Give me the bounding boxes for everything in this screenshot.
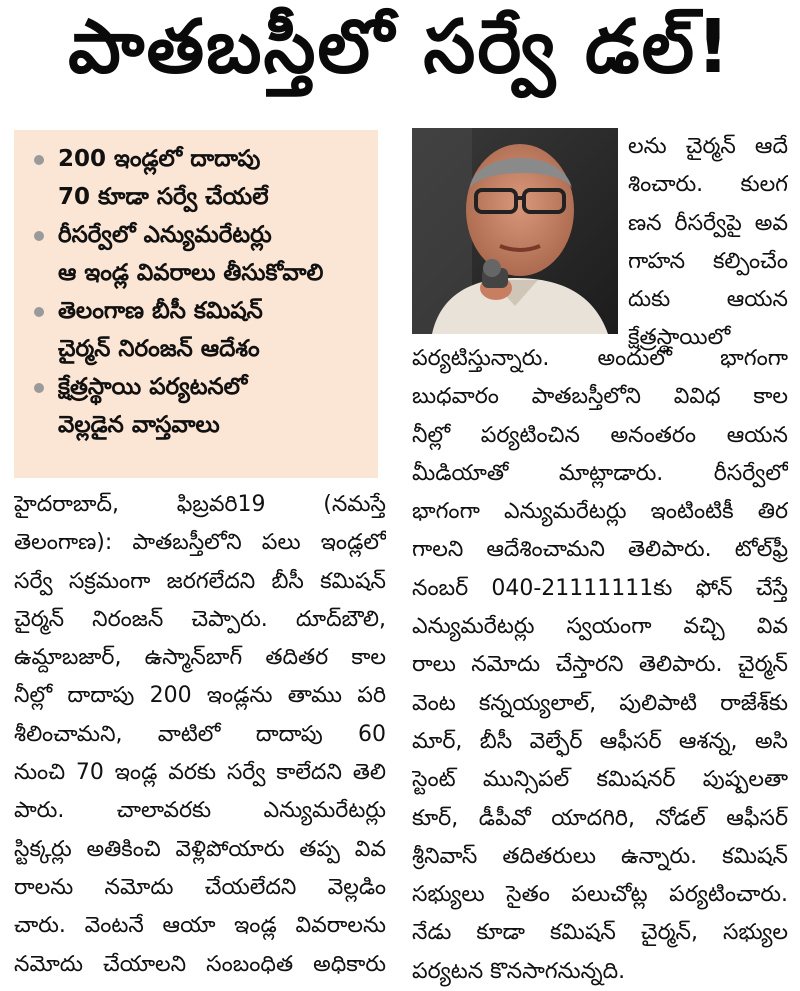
text-line: నంబర్‌ 040-21111111కు ఫోన్‌ చేస్తే [412, 575, 788, 601]
text-line: మీడియాతో మాట్లాడారు. రీసర్వేలో [412, 460, 788, 486]
article-right-column [412, 340, 788, 991]
bullet-icon [34, 307, 44, 317]
highlights-box [14, 130, 378, 478]
text-line: తెలంగాణ): పాతబస్తీలోని పలు ఇండ్లలో [14, 530, 386, 556]
text-line: వెంట కన్నయ్యలాల్‌, పులిపాటి రాజేశ్‌కు [412, 690, 788, 716]
text-line: లను చైర్మన్‌ ఆదే [628, 134, 788, 159]
text-line: పర్యటన కొనసాగనున్నది. [412, 958, 626, 984]
text-line: నేడు కూడా కమిషన్‌ చైర్మన్‌, సభ్యుల [412, 920, 788, 946]
text-line: సభ్యులు సైతం పలుచోట్ల పర్యటించారు. [412, 882, 788, 908]
text-line: బుధవారం పాతబస్తీలోని వివిధ కాల [412, 384, 788, 410]
text-line: శ్రీనివాస్‌ తదితరులు ఉన్నారు. కమిషన్‌ [412, 843, 788, 869]
bullet-icon [34, 383, 44, 393]
text-line: పర్యటిస్తున్నారు. అందులో భాగంగా [412, 346, 788, 371]
bullet-icon [34, 155, 44, 165]
text-line: భాగంగా ఎన్యుమరేటర్లు ఇంటింటికీ తిర [412, 499, 788, 525]
text-line: నీల్లో పర్యటించిన అనంతరం ఆయన [412, 422, 788, 448]
text-line: చైర్మన్‌ నిరంజన్‌ చెప్పారు. దూద్‌బౌలి, [14, 606, 386, 632]
article-left-column [14, 486, 386, 984]
text-line: చారు. వెంటనే ఆయా ఇండ్ల వివరాలను [14, 913, 386, 939]
highlight-item [30, 368, 366, 444]
bullet-icon [34, 231, 44, 241]
text-line: క్షేత్రస్థాయిలో [628, 325, 731, 351]
text-line: నమోదు చేయాలని సంబంధిత అధికారు [14, 951, 386, 977]
text-line: నుంచి 70 ఇండ్ల వరకు సర్వే కాలేదని తెలి [14, 760, 386, 786]
highlight-item [30, 140, 366, 216]
highlight-item [30, 292, 366, 368]
text-line: మార్‌, బీసీ వెల్ఫేర్‌ ఆఫీసర్‌ ఆశన్న, అసి [412, 728, 788, 754]
text-line: సర్వే సక్రమంగా జరగలేదని బీసీ కమిషన్‌ [14, 568, 386, 594]
text-line: దుకు ఆయన [628, 287, 788, 313]
text-line: శీలించామని, వాటిలో దాదాపు 60 [14, 721, 386, 747]
highlight-text: తెలంగాణ బీసీ కమిషన్‌ చైర్మన్‌ నిరంజన్‌ ఆదేశం [58, 298, 263, 362]
text-line: కూర్‌, డీపీవో యాదగిరి, నోడల్‌ ఆఫీసర్‌ [412, 805, 788, 831]
text-line: స్టిక్కర్లు అతికించి వెళ్లిపోయారు తప్ప వివ [14, 836, 386, 862]
text-line: ణన రీసర్వేపై అవ [628, 210, 788, 236]
text-line: స్టెంట్‌ మున్సిపల్‌ కమిషనర్‌ పుష్పలతా [412, 767, 788, 793]
portrait-photo [412, 128, 618, 334]
headline: పాతబస్తీలో సర్వే డల్‌! [68, 4, 732, 90]
highlight-text: 200 ఇండ్లలో దాదాపు 70 కూడా సర్వే చేయలే [58, 146, 269, 210]
text-line: ఎన్యుమరేటర్లు స్వయంగా వచ్చి వివ [412, 614, 788, 640]
text-line: గాహన కల్పించేం [628, 248, 788, 274]
text-line: రాలను నమోదు చేయలేదని వెల్లడిం [14, 874, 386, 900]
text-line: నీల్లో దాదాపు 200 ఇండ్లను తాము పరి [14, 683, 386, 709]
text-line: రాలు నమోదు చేస్తారని తెలిపారు. చైర్మన్‌ [412, 652, 788, 678]
text-line: ఉమ్దాబజార్‌, ఉస్మాన్‌బాగ్‌ తదితర కాల [14, 645, 386, 671]
person-illustration-icon [412, 128, 618, 334]
text-line: గాలని ఆదేశించామని తెలిపారు. టోల్‌ఫ్రీ [412, 537, 788, 563]
article-right-column-top [628, 128, 788, 358]
text-line: హైదరాబాద్‌, ఫిబ్రవరి19 (నమస్తే [14, 492, 386, 517]
highlight-text: రీసర్వేలో ఎన్యుమరేటర్లు ఆ ఇండ్ల వివరాలు తీసుకోవాలి [58, 222, 324, 286]
highlight-item [30, 216, 366, 292]
text-line: శించారు. కులగ [628, 172, 788, 198]
text-line: పారు. చాలావరకు ఎన్యుమరేటర్లు [14, 798, 386, 824]
highlight-text: క్షేత్రస్థాయి పర్యటనలో వెల్లడైన వాస్తవాలు [58, 374, 248, 438]
